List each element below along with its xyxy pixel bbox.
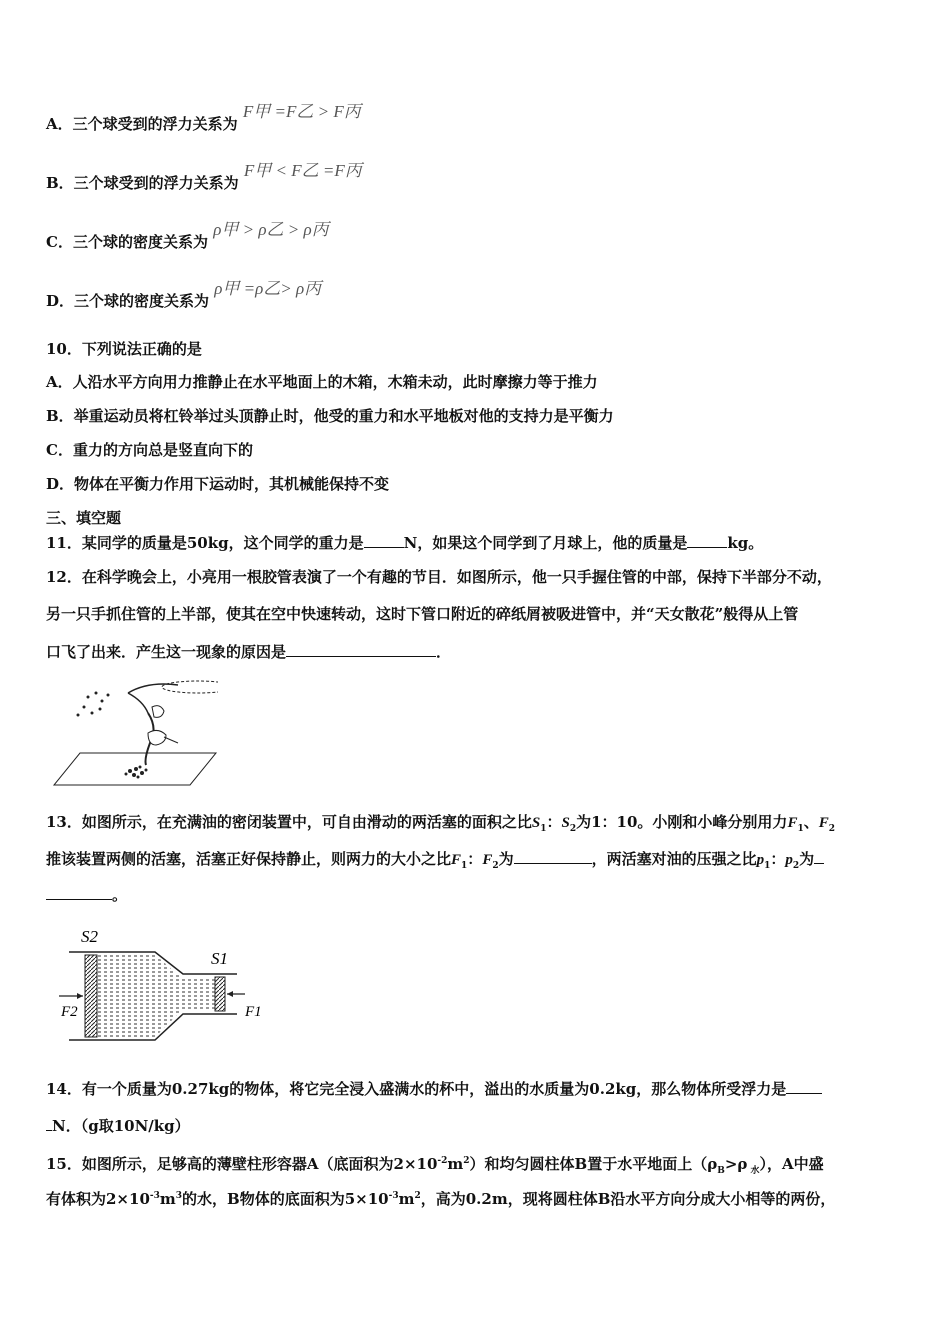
answer-blank[interactable] (786, 1079, 822, 1094)
q15-text-6: ，高为0.2m，现将圆柱体B沿水平方向分成大小相等的两份， (420, 1190, 836, 1208)
s1-label: S1 (211, 949, 228, 968)
option-text: C．三个球的密度关系为 (46, 233, 208, 251)
q13-line-1: 13．如图所示，在充满油的密闭装置中，可自由滑动的两活塞的面积之比$S_1$：$S_2$为1：10。小刚和小峰分别用力$F_1$、$F_2$ (46, 813, 836, 834)
q14-text: 14．有一个质量为0.27kg的物体，将它完全浸入盛满水的杯中，溢出的水质量为0.2kg，那么物体所受浮力是 (46, 1080, 787, 1098)
q12-line-2: 另一只手抓住管的上半部，使其在空中快速转动，这时下管口附近的碎纸屑被吸进管中，并“天女散花”般得从上管 (46, 605, 799, 623)
formula: F甲 =F乙 > F丙 (242, 102, 361, 121)
q13-line-2: 推该装置两侧的活塞，活塞正好保持静止，则两力的大小之比$F_1$：$F_2$为 ，两活塞对油的压强之比$p_1$：$p_2$为 (46, 849, 824, 876)
q12-line-3 (46, 642, 451, 662)
formula: ρ甲 =ρ乙> ρ丙 (214, 279, 322, 298)
q13-end: 。 (112, 886, 128, 904)
q10-option-d: D．物体在平衡力作用下运动时，其机械能保持不变 (46, 475, 390, 493)
option-text: B．三个球受到的浮力关系为 (46, 174, 239, 192)
section-title: 三、填空题 (46, 509, 122, 527)
q13-line-3 (46, 885, 127, 905)
q13-text-2: 为1：10。小刚和小峰分别用力 (576, 813, 788, 831)
q15-text-4: 有体积为2×10 (46, 1190, 150, 1208)
q10-option-c: C．重力的方向总是竖直向下的 (46, 441, 253, 459)
q13-text-5: ，两活塞对油的压强之比 (591, 850, 757, 868)
q11 (46, 533, 763, 553)
q13-text-1: 13．如图所示，在充满油的密闭装置中，可自由滑动的两活塞的面积之比 (46, 813, 532, 831)
answer-blank[interactable] (364, 533, 404, 548)
hose-figure (48, 673, 218, 791)
q14-line-1 (46, 1079, 822, 1099)
answer-blank[interactable] (687, 533, 727, 548)
f1-label: F1 (245, 1004, 262, 1020)
q12-text: 口飞了出来．产生这一现象的原因是 (46, 643, 287, 661)
f2-label: F2 (61, 1004, 78, 1020)
q13-text-3: 推该装置两侧的活塞，活塞正好保持静止，则两力的大小之比 (46, 850, 452, 868)
s2-label: S2 (81, 927, 98, 946)
option-text: D．三个球的密度关系为 (46, 292, 210, 310)
q14-text-2: N．（g取10N/kg） (52, 1117, 190, 1135)
q12-line-1: 12．在科学晚会上，小亮用一根胶管表演了一个有趣的节目．如图所示，他一只手握住管的中部，保持下半部分不动， (46, 568, 832, 586)
q11-text-2: N，如果这个同学到了月球上，他的质量是 (403, 534, 688, 552)
q12-end: ． (436, 643, 452, 661)
q10-option-b: B．举重运动员将杠铃举过头顶静止时，他受的重力和水平地板对他的支持力是平衡力 (46, 407, 614, 425)
q13-text-6: 为 (799, 850, 815, 868)
q13-text-4: 为 (498, 850, 514, 868)
q9-option-b (46, 161, 362, 193)
q9-option-d (46, 279, 322, 311)
q15-text-3: ），A中盛 (759, 1155, 824, 1173)
piston-figure (55, 922, 275, 1050)
q15-line-1: 15．如图所示，足够高的薄壁柱形容器A（底面积为$2\times 10^{-2}m^2$）和均匀圆柱体B置于水平地面上（$\rho_B>\rho$ $_水$），A中盛 (46, 1155, 824, 1176)
q9-option-c (46, 220, 329, 252)
option-text: A．三个球受到的浮力关系为 (46, 115, 238, 133)
q9-option-a (46, 102, 361, 134)
answer-blank[interactable] (46, 885, 112, 900)
answer-blank[interactable] (814, 849, 824, 864)
q14-line-2 (46, 1116, 190, 1136)
formula: ρ甲 > ρ乙 > ρ丙 (213, 220, 329, 239)
q15-text-1: 15．如图所示，足够高的薄壁柱形容器A（底面积为2×10 (46, 1155, 438, 1173)
answer-blank[interactable] (514, 849, 592, 864)
formula: F甲 < F乙 =F丙 (243, 161, 362, 180)
q10-option-a: A．人沿水平方向用力推静止在水平地面上的木箱，木箱未动，此时摩擦力等于推力 (46, 373, 598, 391)
q11-text-3: kg。 (727, 534, 764, 552)
q15-text-5: 的水，B物体的底面积为5×10 (182, 1190, 389, 1208)
q11-text-1: 11．某同学的质量是50kg，这个同学的重力是 (46, 534, 364, 552)
q15-line-2: 有体积为$2\times 10^{-3}m^3$的水，B物体的底面积为$5\times 10^{-3}m^2$，高为0.2m，现将圆柱体B沿水平方向分成大小相等的两份， (46, 1190, 836, 1208)
q15-text-2: ）和均匀圆柱体B置于水平地面上（ρ (469, 1155, 718, 1173)
answer-blank[interactable] (286, 642, 436, 657)
q10-stem: 10．下列说法正确的是 (46, 340, 202, 358)
